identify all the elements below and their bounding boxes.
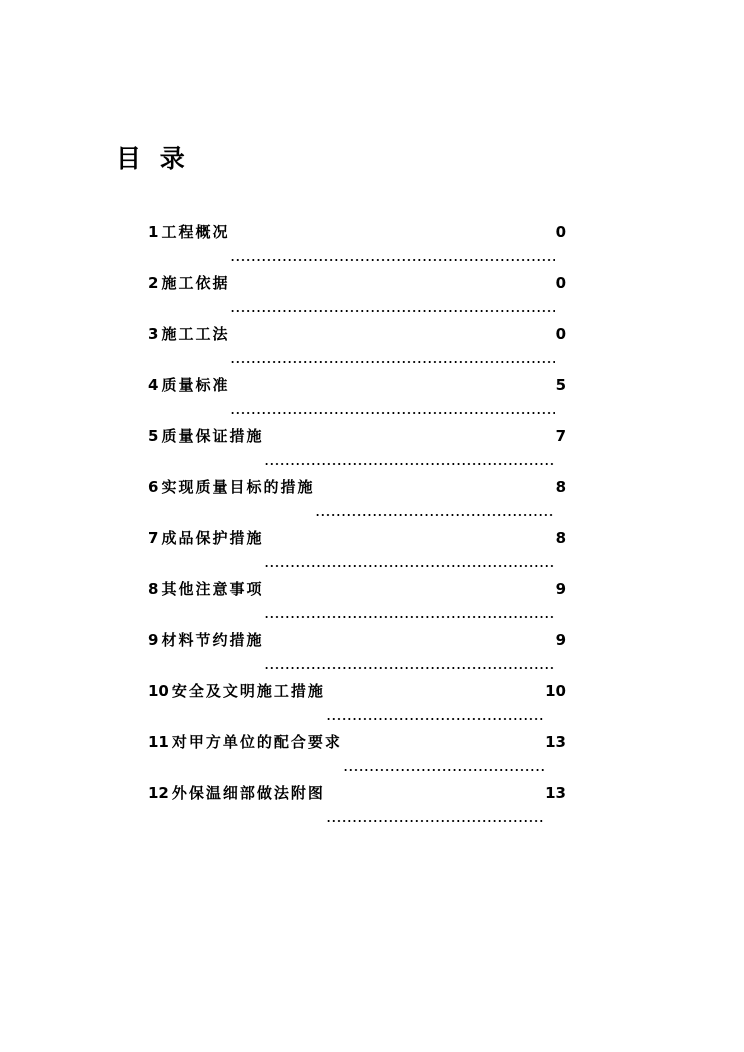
toc-list (148, 219, 566, 831)
toc-entry-page: 13 (545, 733, 566, 751)
toc-dot-leader (343, 768, 544, 772)
toc-entry-9[interactable] (148, 627, 566, 678)
toc-entry-text: 质量标准 (161, 376, 230, 394)
toc-entry-10[interactable] (148, 678, 566, 729)
toc-entry-page: 13 (545, 784, 566, 802)
toc-dot-leader (315, 513, 554, 517)
toc-entry-number: 1 (148, 223, 159, 241)
toc-entry-11[interactable] (148, 729, 566, 780)
toc-title: 目 录 (116, 144, 190, 173)
toc-entry-page: 0 (555, 325, 566, 343)
toc-dot-leader (230, 309, 554, 313)
toc-entry-page: 8 (555, 478, 566, 496)
toc-entry-text: 工程概况 (161, 223, 230, 241)
toc-entry-number: 4 (148, 376, 159, 394)
toc-entry-number: 7 (148, 529, 159, 547)
toc-entry-number: 6 (148, 478, 159, 496)
toc-entry-text: 材料节约措施 (161, 631, 264, 649)
toc-entry-text: 安全及文明施工措施 (171, 682, 325, 700)
toc-entry-text: 质量保证措施 (161, 427, 264, 445)
toc-entry-text: 施工工法 (161, 325, 230, 343)
toc-entry-4[interactable] (148, 372, 566, 423)
toc-entry-2[interactable] (148, 270, 566, 321)
toc-dot-leader (230, 360, 554, 364)
toc-entry-7[interactable] (148, 525, 566, 576)
toc-entry-number: 2 (148, 274, 159, 292)
toc-entry-number: 8 (148, 580, 159, 598)
toc-dot-leader (264, 564, 554, 568)
toc-dot-leader (264, 615, 554, 619)
toc-entry-text: 外保温细部做法附图 (171, 784, 325, 802)
toc-entry-3[interactable] (148, 321, 566, 372)
toc-dot-leader (264, 462, 554, 466)
toc-entry-page: 0 (555, 223, 566, 241)
toc-entry-page: 8 (555, 529, 566, 547)
toc-entry-5[interactable] (148, 423, 566, 474)
toc-entry-number: 9 (148, 631, 159, 649)
toc-entry-number: 12 (148, 784, 169, 802)
toc-entry-6[interactable] (148, 474, 566, 525)
toc-entry-text: 对甲方单位的配合要求 (171, 733, 342, 751)
toc-entry-page: 10 (545, 682, 566, 700)
toc-entry-page: 5 (555, 376, 566, 394)
toc-dot-leader (264, 666, 554, 670)
toc-entry-page: 9 (555, 580, 566, 598)
toc-entry-number: 5 (148, 427, 159, 445)
toc-entry-text: 其他注意事项 (161, 580, 264, 598)
toc-entry-number: 3 (148, 325, 159, 343)
toc-dot-leader (230, 258, 554, 262)
toc-entry-page: 0 (555, 274, 566, 292)
toc-entry-12[interactable] (148, 780, 566, 831)
toc-entry-text: 施工依据 (161, 274, 230, 292)
toc-entry-8[interactable] (148, 576, 566, 627)
toc-entry-number: 11 (148, 733, 169, 751)
toc-dot-leader (230, 411, 554, 415)
toc-entry-page: 7 (555, 427, 566, 445)
toc-entry-number: 10 (148, 682, 169, 700)
toc-entry-text: 实现质量目标的措施 (161, 478, 315, 496)
toc-dot-leader (326, 717, 544, 721)
toc-dot-leader (326, 819, 544, 823)
toc-entry-text: 成品保护措施 (161, 529, 264, 547)
toc-entry-page: 9 (555, 631, 566, 649)
toc-entry-1[interactable] (148, 219, 566, 270)
